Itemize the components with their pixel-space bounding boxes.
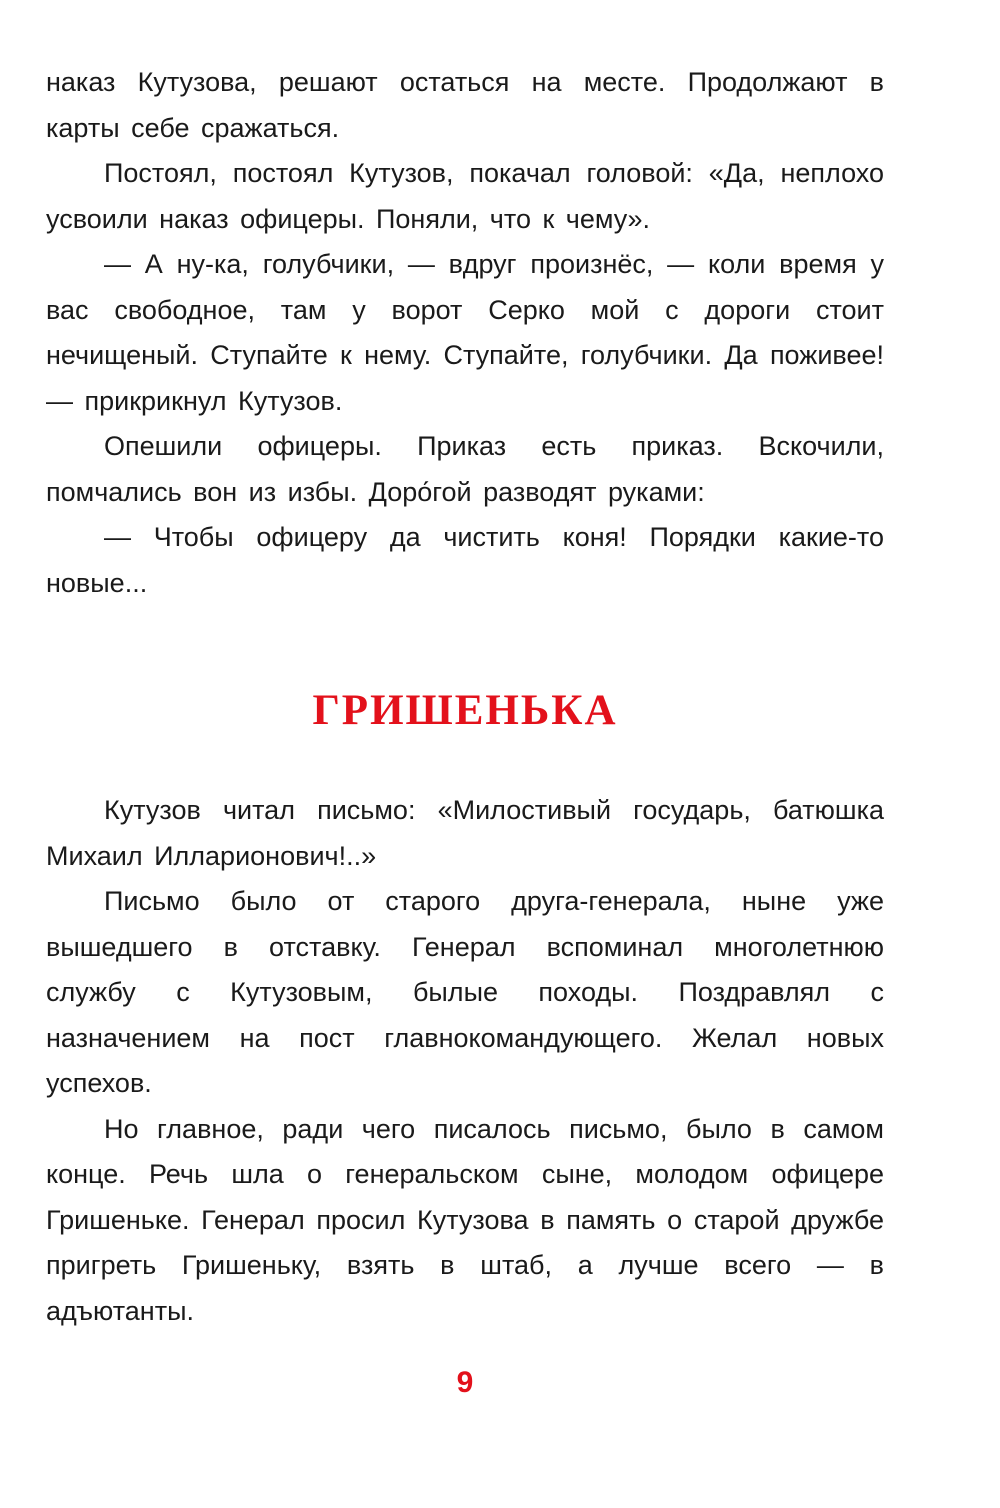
paragraph: — Чтобы офицеру да чистить коня! Порядки какие-то новые... bbox=[46, 522, 884, 598]
chapter-title: ГРИШЕНЬКА bbox=[312, 687, 618, 734]
paragraph: Кутузов читал письмо: «Милостивый государь, батюшка Михаил Илларионович!..» bbox=[46, 795, 884, 871]
paragraph: наказ Кутузова, решают остаться на месте. Продолжают в карты себе сражаться. bbox=[46, 67, 884, 143]
page-number: 9 bbox=[456, 1366, 474, 1399]
paragraph: Но главное, ради чего писалось письмо, было в самом конце. Речь шла о генеральском сыне, молодом офицере Гришеньке. Генерал просил Кутузова в память о старой дружбе пригреть Гришеньку, взять в штаб, а лучше всего — в адъютанты. bbox=[46, 1113, 884, 1326]
paragraph: Письмо было от старого друга-генерала, ныне уже вышедшего в отставку. Генерал вспоминал многолетнюю службу с Кутузовым, былые походы. Поздравлял с назначением на пост главнокомандующего. Желал новых успехов. bbox=[46, 886, 884, 1098]
paragraph: — А ну-ка, голубчики, — вдруг произнёс, — коли время у вас свободное, там у ворот Серко мой с дороги стоит нечищеный. Ступайте к нему. Ступайте, голубчики. Да поживее! — прикрикнул Кутузов. bbox=[46, 249, 884, 416]
paragraph: Опешили офицеры. Приказ есть приказ. Вскочили, помчались вон из избы. Доро́гой разводят руками: bbox=[46, 431, 884, 507]
chapter-body bbox=[46, 788, 884, 1334]
paragraph: Постоял, постоял Кутузов, покачал головой: «Да, неплохо усвоили наказ офицеры. Поняли, что к чему». bbox=[46, 158, 884, 234]
story-continuation bbox=[46, 60, 884, 606]
